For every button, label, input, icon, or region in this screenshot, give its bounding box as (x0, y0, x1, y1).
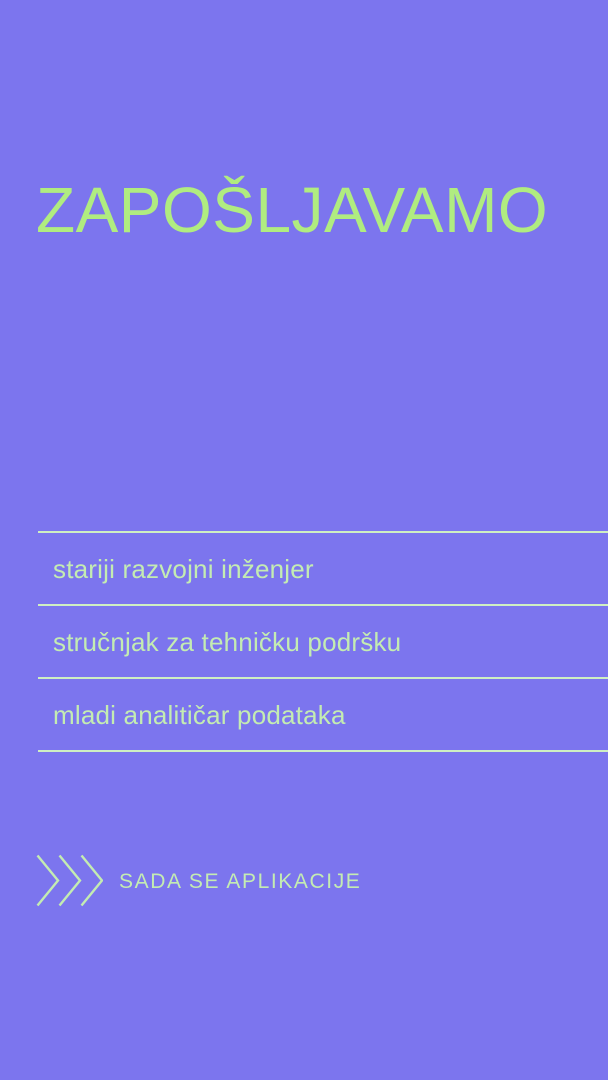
job-title-tech-support-specialist: stručnjak za tehničku podršku (53, 627, 402, 657)
job-title-senior-dev-engineer: stariji razvojni inženjer (53, 554, 314, 584)
job-row (38, 677, 608, 750)
job-list (38, 531, 608, 752)
apply-now-cta[interactable] (36, 854, 361, 907)
job-row (38, 531, 608, 604)
triple-chevron-right-icon (36, 854, 103, 907)
poster-title: ZAPOŠLJAVAMO (36, 174, 549, 246)
job-title-junior-data-analyst: mladi analitičar podataka (53, 700, 346, 730)
cta-label: SADA SE APLIKACIJE (119, 869, 362, 893)
job-row (38, 604, 608, 677)
